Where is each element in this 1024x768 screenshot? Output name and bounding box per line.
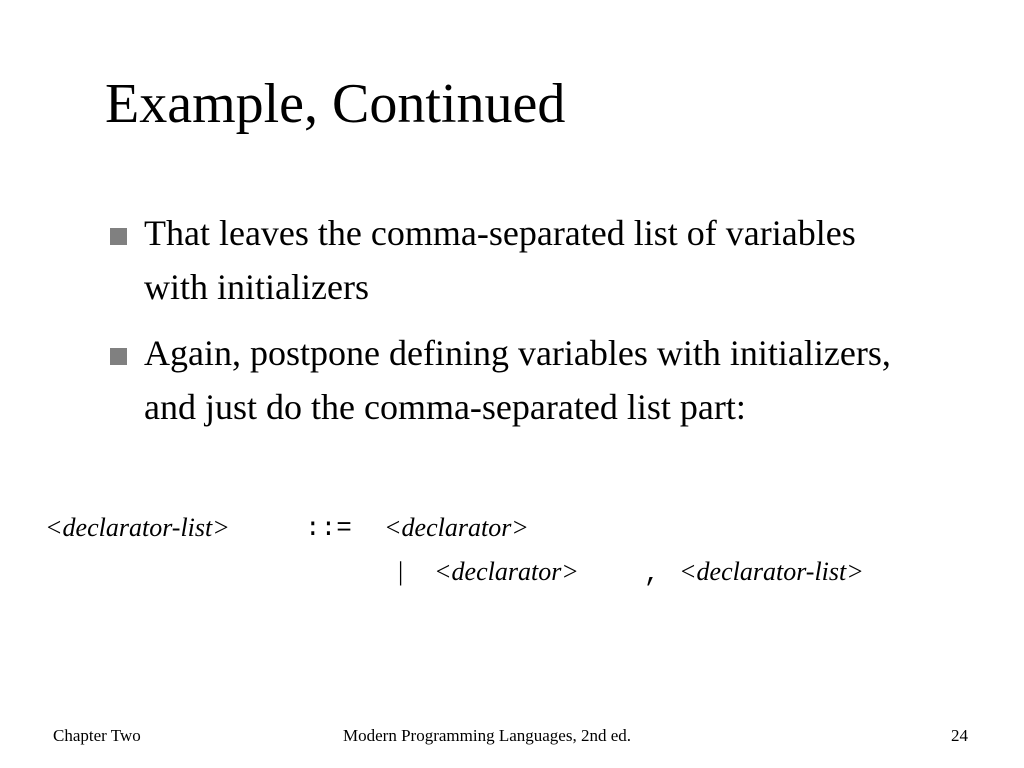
slide-title: Example, Continued [105, 73, 566, 135]
grammar-assign-operator: ::= [305, 513, 352, 543]
grammar-rule-1: <declarator> [384, 513, 529, 542]
grammar-rule-2-first: <declarator> [434, 557, 579, 586]
square-bullet-icon [110, 348, 127, 365]
square-bullet-icon [110, 228, 127, 245]
grammar-rule-2-second: <declarator-list> [679, 557, 864, 586]
bullet-item [104, 206, 904, 314]
bullet-list [104, 206, 904, 446]
footer-chapter: Chapter Two [53, 726, 141, 745]
grammar-lhs: <declarator-list> [45, 513, 230, 542]
footer-book-title: Modern Programming Languages, 2nd ed. [343, 726, 631, 745]
bullet-text: Again, postpone defining variables with initializers, and just do the comma-separated list part: [144, 333, 891, 427]
grammar-alternative-bar: | [398, 557, 404, 586]
bullet-text: That leaves the comma-separated list of variables with initializers [144, 213, 856, 307]
bullet-item [104, 326, 904, 434]
footer-page-number: 24 [951, 726, 968, 745]
grammar-comma-token: , [644, 559, 660, 589]
